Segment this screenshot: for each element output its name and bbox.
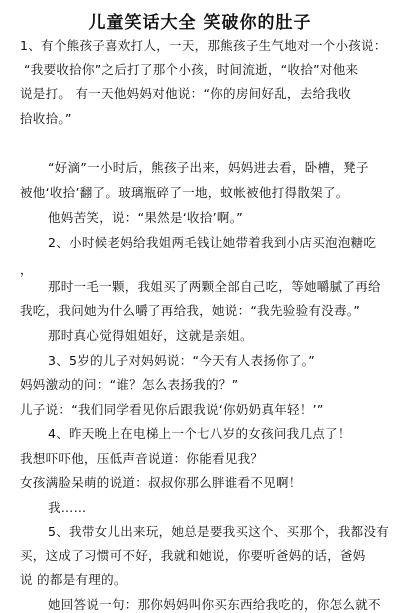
- text-line: 妈妈激动的问：“谁？怎么表扬我的？”: [20, 377, 239, 392]
- text-line: 说是打。 有一天他妈妈对他说：“你的房间好乱，去给我收: [20, 86, 352, 101]
- text-line: 女孩满脸呆萌的说道：叔叔你那么胖谁看不见啊！: [20, 475, 302, 490]
- text-line: 说 的都是有理的。: [20, 572, 127, 587]
- document-title: 儿童笑话大全 笑破你的肚子: [88, 13, 312, 33]
- text-line: 她回答说一句：那你妈妈叫你买东西给我吃的，你怎么就不: [48, 597, 381, 612]
- text-line: 4、昨天晚上在电梯上一个七八岁的女孩问我几点了！: [48, 426, 351, 441]
- text-line: 2、小时候老妈给我姐两毛钱让她带着我到小店买泡泡糖吃: [48, 235, 377, 250]
- text-line: 我想吓吓他，压低声音说道：你能看见我？: [20, 451, 264, 466]
- text-line: 1、有个熊孩子喜欢打人，一天，那熊孩子生气地对一个小孩说：: [20, 38, 387, 53]
- text-line: ，: [20, 262, 33, 277]
- text-line: 那时一毛一颗，我姐买了两颗全部自己吃，等她嚼腻了再给: [48, 279, 381, 294]
- text-line: 我吃，我问她为什么嚼了再给我，她说：“我先验验有没毒。”: [20, 303, 361, 318]
- text-line: 被他‘收拾’翻了。玻璃瓶碎了一地，蚊帐被他打得散架了。: [20, 185, 349, 200]
- text-line: 3、5岁的儿子对妈妈说：“今天有人表扬你了。”: [48, 353, 316, 368]
- text-line: 我……: [48, 500, 87, 515]
- text-line: 5、我带女儿出来玩，她总是要我买这个、买那个，我都没有: [48, 524, 390, 539]
- text-line: 买，这成了习惯可不好，我就和她说，你要听爸妈的话，爸妈: [20, 548, 366, 563]
- text-line: 拾收拾。”: [20, 111, 72, 126]
- text-line: 那时真心觉得姐姐好，这就是亲姐。: [48, 328, 253, 343]
- text-line: “我要收拾你”之后打了那个小孩，时间流逝，“收拾”对他来: [24, 62, 359, 77]
- text-line: 他妈苦笑，说：“果然是‘收拾’啊。”: [48, 210, 244, 225]
- text-line: 儿子说：“我们同学看见你后跟我说‘你奶奶真年轻！’”: [20, 402, 324, 417]
- text-line: “好滴”一小时后，熊孩子出来，妈妈进去看，卧槽，凳子: [48, 160, 369, 175]
